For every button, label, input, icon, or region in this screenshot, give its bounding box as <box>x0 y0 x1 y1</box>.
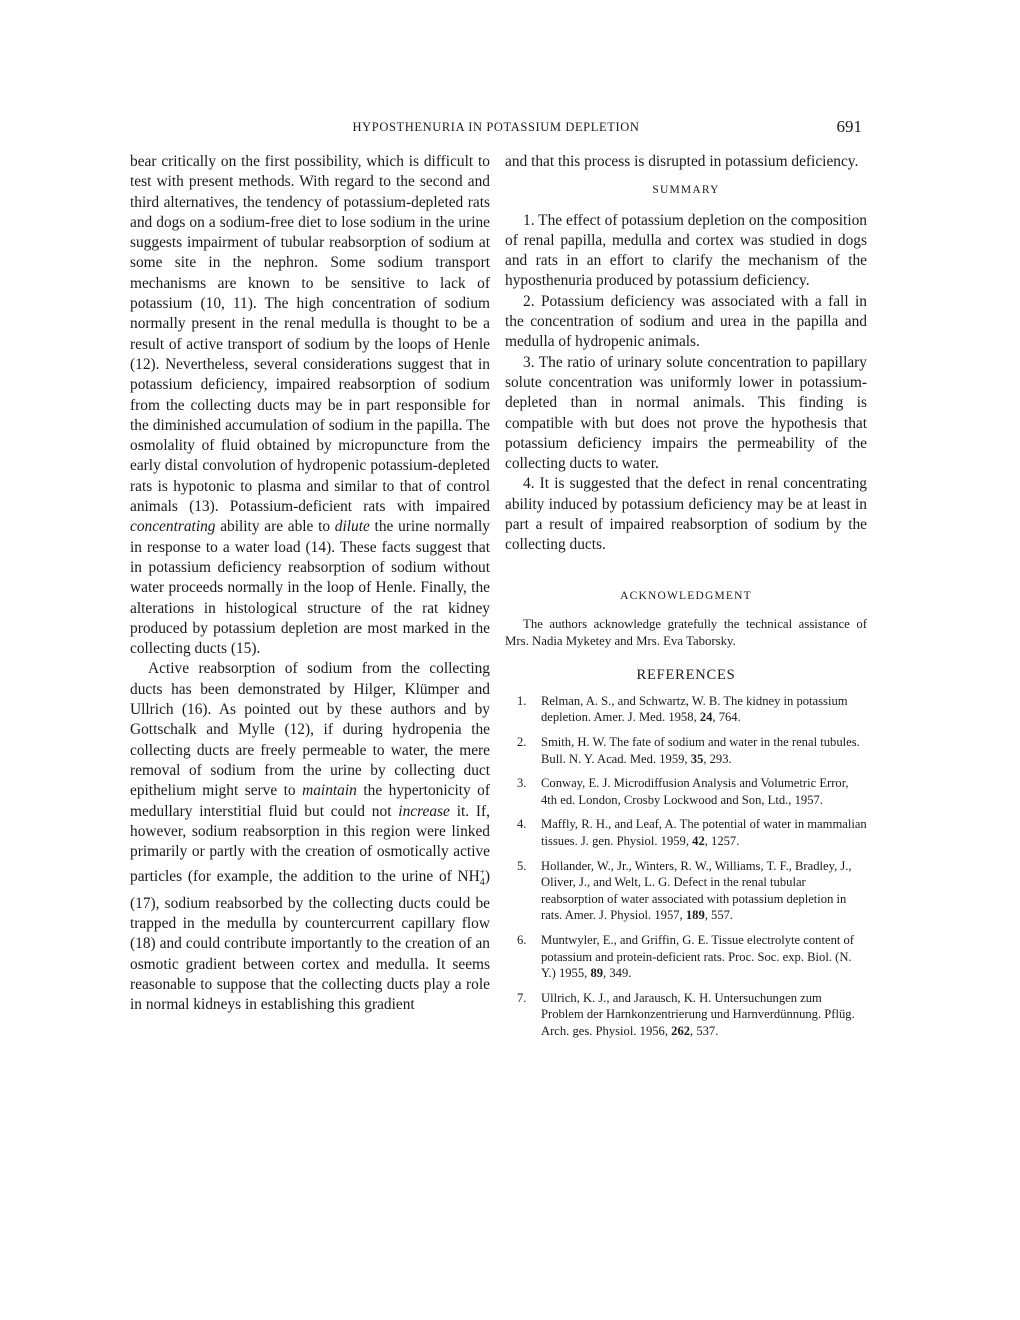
summary-section <box>505 211 867 556</box>
acknowledgment-text: The authors acknowledge gratefully the technical assistance of Mrs. Nadia Myketey and Mrs. Eva Taborsky. <box>505 616 867 649</box>
reference-item: 3. Conway, E. J. Microdiffusion Analysis and Volumetric Error, 4th ed. London, Crosby Lockwood and Son, Ltd., 1957. <box>517 776 849 807</box>
reference-item: 4. Maffly, R. H., and Leaf, A. The potential of water in mammalian tissues. J. gen. Physiol. 1959, 42, 1257. <box>517 817 867 848</box>
reference-item: 6. Muntwyler, E., and Griffin, G. E. Tissue electrolyte content of potassium and protein-deficient rats. Proc. Soc. exp. Biol. (N. Y.) 1955, 89, 349. <box>517 932 855 981</box>
summary-item: 2. Potassium deficiency was associated with a fall in the concentration of sodium and urea in the papilla and medulla of hydropenic animals. <box>505 292 867 351</box>
page-header <box>130 118 862 138</box>
summary-heading: SUMMARY <box>652 184 720 197</box>
summary-item: 1. The effect of potassium depletion on the composition of renal papilla, medulla and cortex was studied in dogs and rats in an effort to clarify the mechanism of the hyposthenuria produced by potassium deficiency. <box>505 211 867 290</box>
references-heading: REFERENCES <box>636 666 736 683</box>
left-column <box>130 152 490 1016</box>
right-column <box>505 152 867 1048</box>
references-list <box>505 693 867 1040</box>
discussion-paragraph: Active reabsorption of sodium from the collecting ducts has been demonstrated by Hilger, Klümper and Ullrich (16). As pointed out by these authors and by Gottschalk and Mylle (12), if during hydropenia the collecting ducts are freely permeable to water, the mere removal of sodium from the urine by collecting duct epithelium might serve to maintain the hypertonicity of medullary interstitial fluid but could not increase it. If, however, sodium reabsorption in this region were linked primarily or partly with the creation of osmotically active particles (for example, the addition to the urine of $NH_4^+$) (17), sodium reabsorbed by the collecting ducts could be trapped in the medulla by countercurrent capillary flow (18) and could contribute importantly to the creation of an osmotic gradient between cortex and medulla. It seems reasonable to suppose that the collecting ducts play a role in normal kidneys in establishing this gradient <box>130 660 491 1014</box>
page-number: 691 <box>836 117 862 136</box>
reference-item: 1. Relman, A. S., and Schwartz, W. B. The kidney in potassium depletion. Amer. J. Med. 1958, 24, 764. <box>517 693 848 725</box>
summary-item: 3. The ratio of urinary solute concentration to papillary solute concentration was uniformly lower in potassium-depleted than in normal animals. This finding is compatible with but does not prove the hypothesis that potassium deficiency impairs the permeability of the collecting ducts to water. <box>505 353 867 473</box>
running-title: HYPOSTHENURIA IN POTASSIUM DEPLETION <box>352 120 640 134</box>
acknowledgment-heading: ACKNOWLEDGMENT <box>620 589 752 602</box>
reference-item: 2. Smith, H. W. The fate of sodium and water in the renal tubules. Bull. N. Y. Acad. Med. 1959, 35, 293. <box>517 735 860 766</box>
discussion-paragraph: bear critically on the first possibility, which is difficult to test with present methods. With regard to the second and third alternatives, the tendency of potassium-depleted rats and dogs on a sodium-free diet to lose sodium in the urine suggests impairment of tubular reabsorption of sodium at some site in the nephron. Some sodium transport mechanisms are known to be sensitive to lack of potassium (10, 11). The high concentration of sodium normally present in the renal medulla is thought to be a result of active transport of sodium by the loops of Henle (12). Nevertheless, several considerations suggest that in potassium deficiency, impaired reabsorption of sodium from the collecting ducts may be in part responsible for the diminished accumulation of sodium in the papilla. The osmolality of fluid obtained by micropuncture from the early distal convolution of hydropenic potassium-depleted rats is hypotonic to plasma and similar to that of control animals (13). Potassium-deficient rats with impaired concentrating ability are able to dilute the urine normally in response to a water load (14). These facts suggest that in potassium deficiency reabsorption of sodium without water proceeds normally in the loop of Henle. Finally, the alterations in histological structure of the rat kidney produced by potassium depletion are most marked in the collecting ducts (15). <box>130 153 490 658</box>
discussion-continuation: and that this process is disrupted in potassium deficiency. <box>505 153 859 170</box>
summary-item: 4. It is suggested that the defect in renal concentrating ability induced by potassium deficiency may be at least in part a result of impaired reabsorption of sodium by the collecting ducts. <box>505 475 867 554</box>
reference-item: 7. Ullrich, K. J., and Jarausch, K. H. Untersuchungen zum Problem der Harnkonzentrierung und Harnverdünnung. Pflüg. Arch. ges. Physiol. 1956, 262, 537. <box>517 990 855 1038</box>
reference-item: 5. Hollander, W., Jr., Winters, R. W., Williams, T. F., Bradley, J., Oliver, J., and Welt, L. G. Defect in the renal tubular reabsorption of water associated with potassium depletion in rats. Amer. J. Physiol. 1957, 189, 557. <box>517 858 852 923</box>
